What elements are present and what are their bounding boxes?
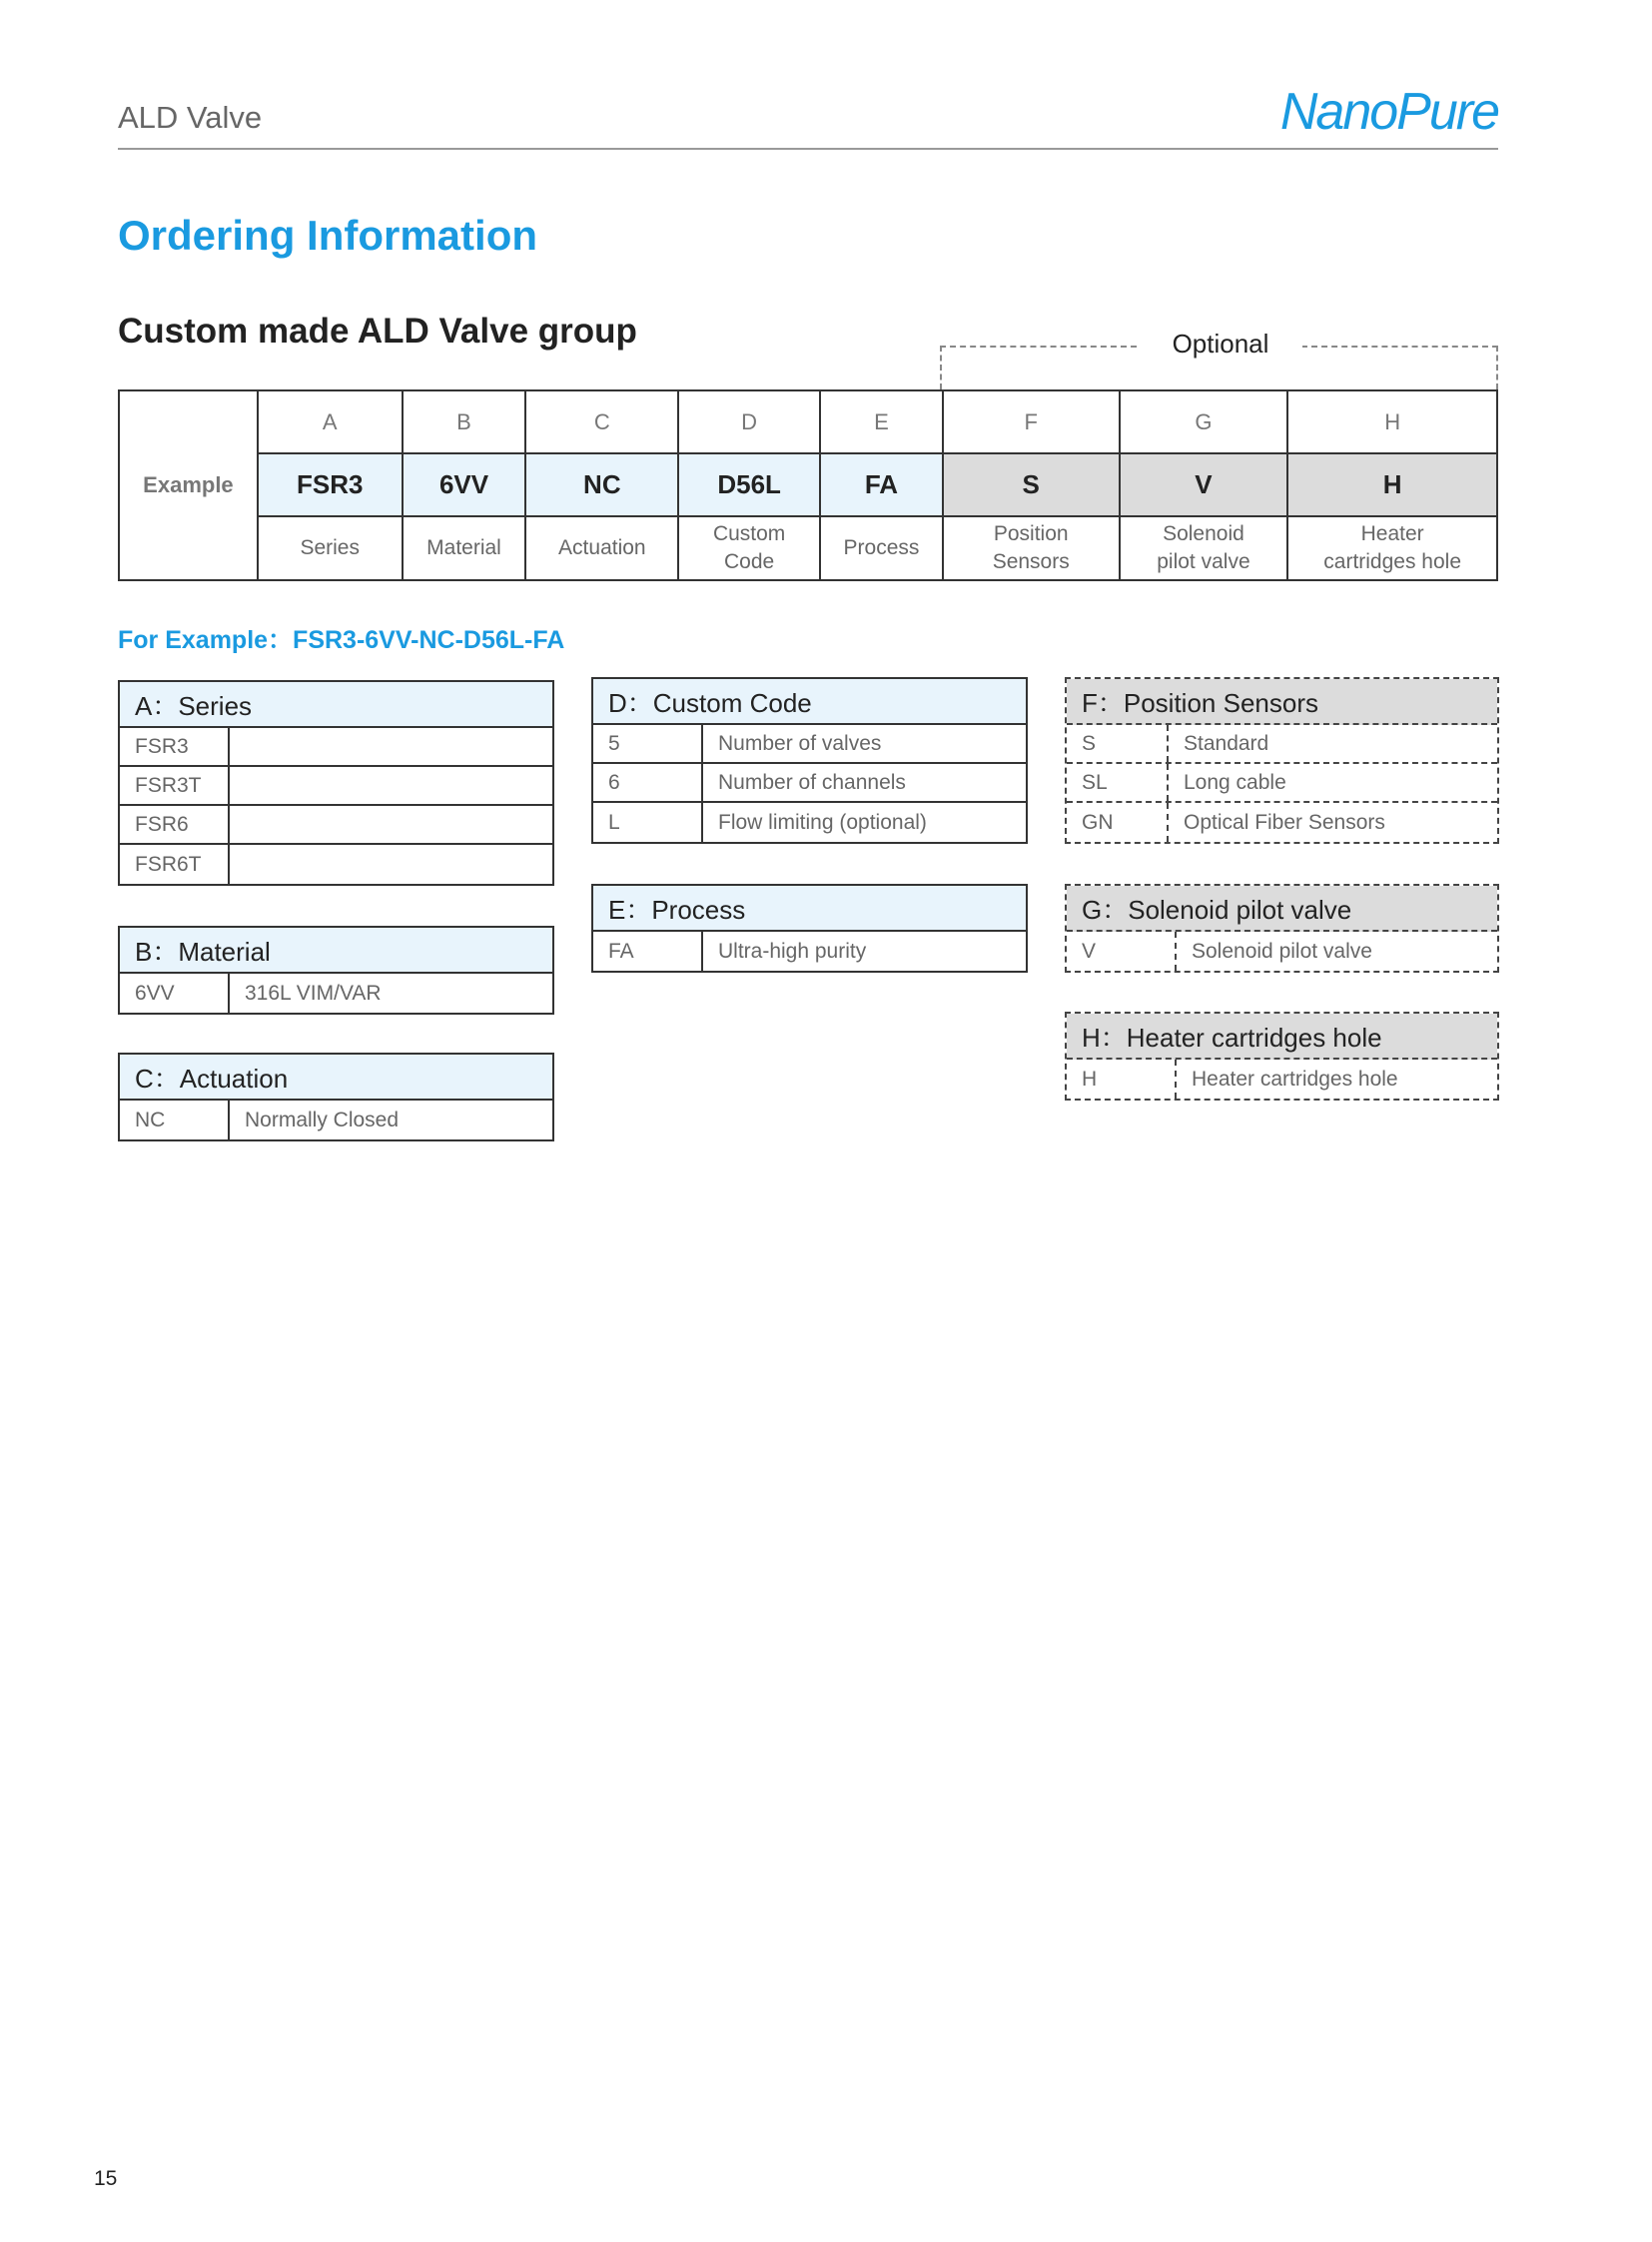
page-number: 15 bbox=[94, 2167, 118, 2190]
option-code: FSR6 bbox=[120, 806, 230, 843]
option-description: Normally Closed bbox=[245, 1108, 400, 1131]
letter-cell: E bbox=[820, 390, 943, 453]
code-cell: FA bbox=[820, 453, 943, 516]
name-line: Actuation bbox=[558, 536, 646, 559]
custom-code-table-title: D：Custom Code bbox=[593, 679, 1026, 725]
option-description bbox=[230, 845, 552, 884]
option-description: Ultra-high purity bbox=[718, 939, 867, 963]
table-row bbox=[1067, 803, 1497, 842]
name-cell bbox=[943, 516, 1120, 580]
option-description: Long cable bbox=[1184, 770, 1286, 794]
table-row bbox=[120, 767, 552, 806]
name-cell bbox=[525, 516, 678, 580]
name-line: Solenoid bbox=[1163, 522, 1244, 545]
option-description bbox=[230, 767, 552, 804]
table-row bbox=[120, 1101, 552, 1139]
example-code-string: For Example：FSR3-6VV-NC-D56L-FA bbox=[118, 626, 565, 654]
table-row bbox=[593, 764, 1026, 803]
code-cell: NC bbox=[525, 453, 678, 516]
option-code: L bbox=[593, 803, 703, 842]
heater-table bbox=[1065, 1012, 1499, 1101]
table-row bbox=[120, 974, 552, 1013]
code-cell: 6VV bbox=[403, 453, 526, 516]
name-line: Series bbox=[300, 536, 360, 559]
table-row bbox=[120, 806, 552, 845]
name-cell bbox=[258, 516, 403, 580]
name-cell bbox=[1120, 516, 1288, 580]
option-code: V bbox=[1067, 932, 1177, 971]
option-description: Heater cartridges hole bbox=[1192, 1067, 1398, 1091]
option-code: H bbox=[1067, 1060, 1177, 1099]
table-row bbox=[593, 725, 1026, 764]
option-code: NC bbox=[120, 1101, 230, 1139]
table-row bbox=[120, 845, 552, 884]
name-cell bbox=[403, 516, 526, 580]
name-line: pilot valve bbox=[1157, 550, 1250, 573]
material-table bbox=[118, 926, 554, 1015]
name-line: Custom bbox=[712, 522, 786, 545]
code-cell: D56L bbox=[678, 453, 820, 516]
position-sensors-table-title: F：Position Sensors bbox=[1067, 679, 1497, 725]
solenoid-table bbox=[1065, 884, 1499, 973]
option-description bbox=[230, 728, 552, 765]
example-code-row bbox=[119, 453, 1497, 516]
option-code: S bbox=[1067, 725, 1169, 762]
table-row bbox=[1067, 764, 1497, 803]
name-line: Material bbox=[426, 536, 501, 559]
letter-cell: H bbox=[1287, 390, 1497, 453]
table-row bbox=[1067, 932, 1497, 971]
option-code: FSR6T bbox=[120, 845, 230, 884]
optional-label: Optional bbox=[1139, 329, 1302, 360]
brand-logo: NanoPure bbox=[1279, 83, 1498, 141]
option-description: 316L VIM/VAR bbox=[245, 981, 382, 1005]
option-code: FSR3T bbox=[120, 767, 230, 804]
letter-cell: C bbox=[525, 390, 678, 453]
option-description: Optical Fiber Sensors bbox=[1184, 810, 1385, 834]
code-cell-optional: S bbox=[943, 453, 1120, 516]
sub-title: Custom made ALD Valve group bbox=[118, 312, 637, 351]
series-table bbox=[118, 680, 554, 886]
table-row bbox=[593, 932, 1026, 971]
option-description: Solenoid pilot valve bbox=[1192, 939, 1372, 963]
option-code: 5 bbox=[593, 725, 703, 762]
example-letter-row bbox=[119, 390, 1497, 453]
actuation-table-title: C：Actuation bbox=[120, 1055, 552, 1101]
code-cell-optional: H bbox=[1287, 453, 1497, 516]
code-cell-optional: V bbox=[1120, 453, 1288, 516]
header-divider bbox=[118, 148, 1498, 150]
table-row bbox=[1067, 1060, 1497, 1099]
option-description bbox=[230, 806, 552, 843]
name-line: cartridges hole bbox=[1323, 550, 1462, 573]
custom-code-table bbox=[591, 677, 1028, 844]
process-table-title: E：Process bbox=[593, 886, 1026, 932]
table-row bbox=[593, 803, 1026, 842]
table-row bbox=[1067, 725, 1497, 764]
option-description: Standard bbox=[1184, 731, 1269, 755]
name-line: Process bbox=[843, 536, 920, 559]
option-code: SL bbox=[1067, 764, 1169, 801]
heater-table-title: H：Heater cartridges hole bbox=[1067, 1014, 1497, 1060]
example-table bbox=[118, 389, 1498, 581]
option-description: Number of channels bbox=[718, 770, 906, 794]
material-table-title: B：Material bbox=[120, 928, 552, 974]
option-description: Flow limiting (optional) bbox=[718, 810, 927, 834]
code-cell: FSR3 bbox=[258, 453, 403, 516]
example-row-label: Example bbox=[119, 390, 258, 580]
option-code: FSR3 bbox=[120, 728, 230, 765]
name-line: Sensors bbox=[992, 550, 1070, 573]
letter-cell: G bbox=[1120, 390, 1288, 453]
letter-cell: B bbox=[403, 390, 526, 453]
option-description: Number of valves bbox=[718, 731, 882, 755]
process-table bbox=[591, 884, 1028, 973]
position-sensors-table bbox=[1065, 677, 1499, 844]
example-name-row bbox=[119, 516, 1497, 580]
name-line: Heater bbox=[1360, 522, 1424, 545]
actuation-table bbox=[118, 1053, 554, 1141]
letter-cell: F bbox=[943, 390, 1120, 453]
name-line: Position bbox=[993, 522, 1069, 545]
table-row bbox=[120, 728, 552, 767]
option-code: FA bbox=[593, 932, 703, 971]
document-title: ALD Valve bbox=[118, 100, 263, 135]
option-code: 6VV bbox=[120, 974, 230, 1013]
name-cell bbox=[678, 516, 820, 580]
solenoid-table-title: G：Solenoid pilot valve bbox=[1067, 886, 1497, 932]
option-code: GN bbox=[1067, 803, 1169, 842]
letter-cell: D bbox=[678, 390, 820, 453]
name-cell bbox=[1287, 516, 1497, 580]
option-code: 6 bbox=[593, 764, 703, 801]
section-title: Ordering Information bbox=[118, 212, 537, 259]
letter-cell: A bbox=[258, 390, 403, 453]
series-table-title: A：Series bbox=[120, 682, 552, 728]
name-line: Code bbox=[724, 550, 775, 573]
name-cell bbox=[820, 516, 943, 580]
